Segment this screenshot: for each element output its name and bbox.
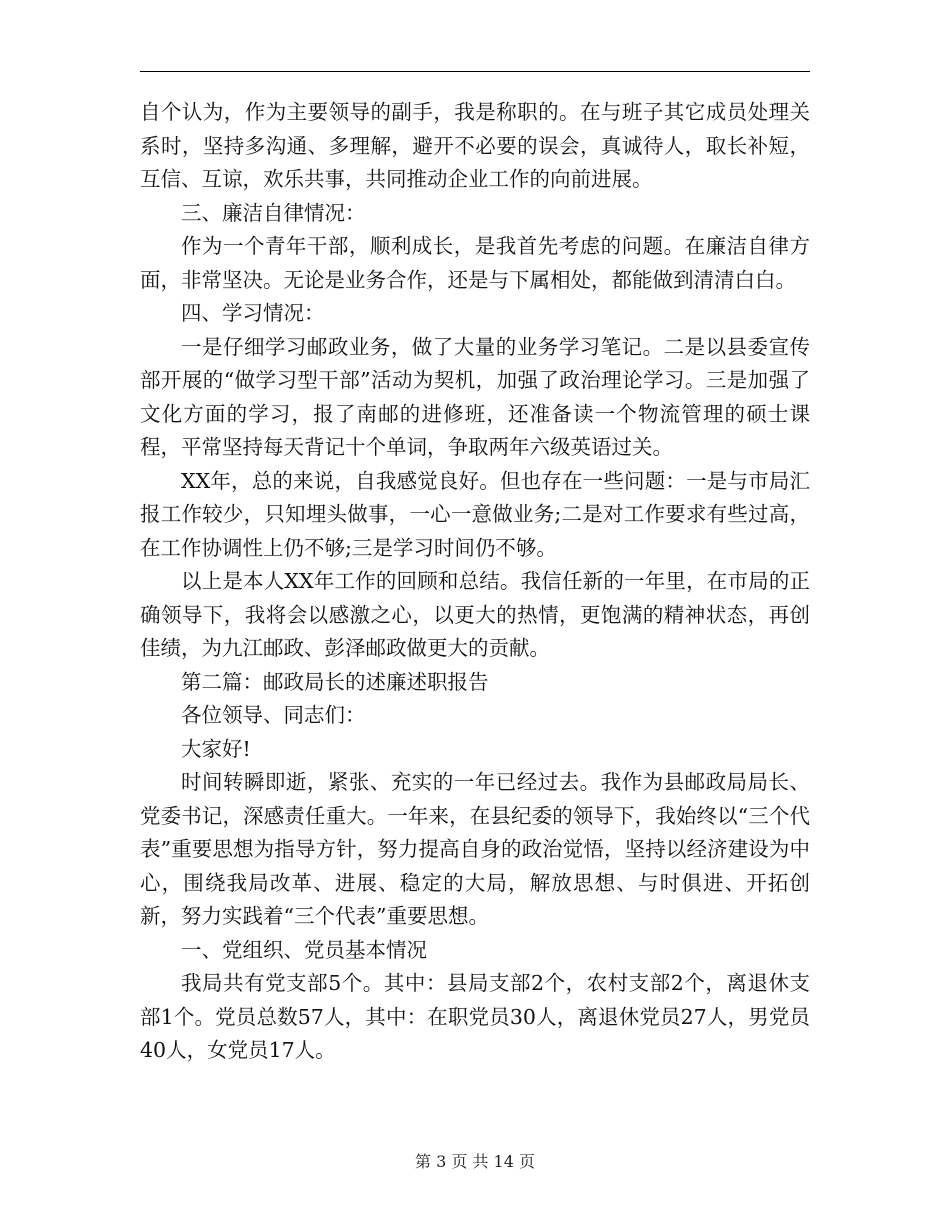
paragraph-conclusion: 以上是本人XX年工作的回顾和总结。我信任新的一年里，在市局的正确领导下，我将会以感激之心，以更大的热情，更饱满的精神状态，再创佳绩，为九江邮政、彭泽邮政做更大的贡献。 (140, 569, 810, 660)
header-rule (140, 71, 810, 72)
paragraph-intro: 时间转瞬即逝，紧张、充实的一年已经过去。我作为县邮政局局长、党委书记，深感责任重大。一年来，在县纪委的领导下，我始终以“三个代表”重要思想为指导方针，努力提高自身的政治觉悟，坚持以经济建设为中心，围绕我局改革、进展、稳定的大局，解放思想、与时俱进、开拓创新，努力实践着“三个代表”重要思想。 (140, 770, 810, 928)
section-heading-study: 四、学习情况： (181, 301, 325, 325)
paragraph-1: 自个认为，作为主要领导的副手，我是称职的。在与班子其它成员处理关系时，坚持多沟通、多理解，避开不必要的误会，真诚待人，取长补短，互信、互谅，欢乐共事，共同推动企业工作的向前进展。 (140, 100, 810, 191)
paragraph-study: 一是仔细学习邮政业务，做了大量的业务学习笔记。二是以县委宣传部开展的“做学习型干部”活动为契机，加强了政治理论学习。三是加强了文化方面的学习，报了南邮的进修班，还准备读一个物流管理的硕士课程，平常坚持每天背记十个单词，争取两年六级英语过关。 (140, 334, 810, 459)
document-body (140, 96, 810, 1068)
paragraph-party-stats: 我局共有党支部5个。其中：县局支部2个，农村支部2个，离退休支部1个。党员总数57人，其中：在职党员30人，离退休党员27人，男党员40人，女党员17人。 (140, 971, 810, 1062)
page-number-footer: 第 3 页 共 14 页 (415, 1152, 535, 1171)
salutation: 各位领导、同志们： (181, 703, 366, 727)
section-heading-integrity: 三、廉洁自律情况： (181, 200, 366, 225)
section-heading-party: 一、党组织、党员基本情况 (181, 937, 427, 962)
paragraph-problems: XX年，总的来说，自我感觉良好。但也存在一些问题：一是与市局汇报工作较少，只知埋头做事，一心一意做业务;二是对工作要求有些过高，在工作协调性上仍不够;三是学习时间仍不够。 (140, 468, 810, 560)
paragraph-integrity: 作为一个青年干部，顺利成长，是我首先考虑的问题。在廉洁自律方面，非常坚决。无论是业务合作，还是与下属相处，都能做到清清白白。 (140, 234, 810, 292)
greeting: 大家好! (181, 736, 251, 761)
chapter-title-second: 第二篇：邮政局长的述廉述职报告 (181, 669, 489, 694)
